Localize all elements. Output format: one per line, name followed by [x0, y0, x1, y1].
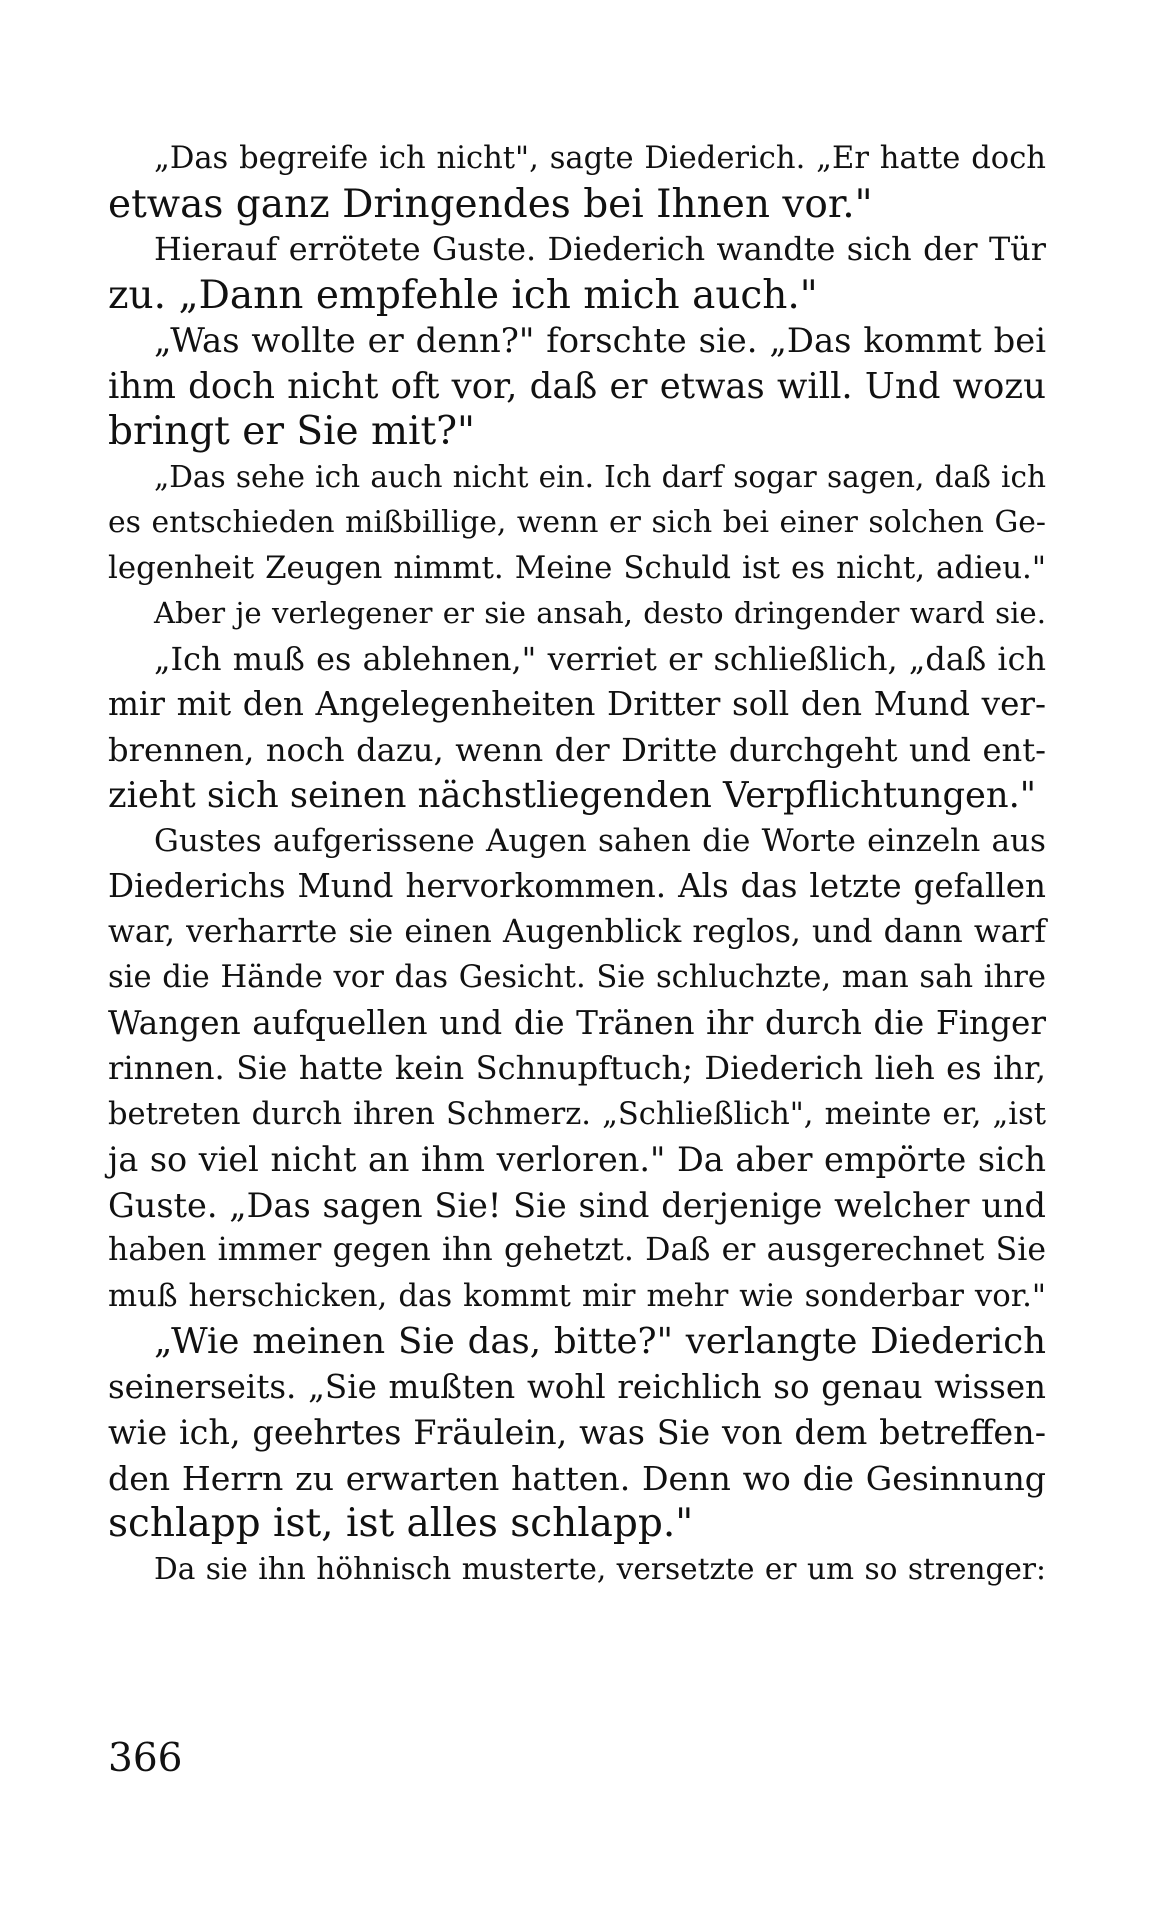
- text-line: bringt er Sie mit?": [108, 409, 475, 454]
- text-line: war, verharrte sie einen Augenblick reglos, und dann warf: [108, 913, 1046, 950]
- text-line: haben immer gegen ihn gehetzt. Daß er ausgerechnet Sie: [108, 1232, 1046, 1268]
- text-line: Gustes aufgerissene Augen sahen die Worte einzeln aus: [154, 822, 1046, 859]
- text-line: etwas ganz Dringendes bei Ihnen vor.": [108, 181, 873, 227]
- text-line: „Was wollte er denn?" forschte sie. „Das kommt bei: [154, 321, 1046, 360]
- text-line: brennen, noch dazu, wenn der Dritte durchgeht und ent-: [108, 730, 1046, 769]
- text-line: den Herrn zu erwarten hatten. Denn wo die Gesinnung: [108, 1458, 1046, 1498]
- text-line: „Das sehe ich auch nicht ein. Ich darf sogar sagen, daß ich: [154, 459, 1046, 494]
- text-line: Hierauf errötete Guste. Diederich wandte sich der Tür: [154, 230, 1046, 268]
- page-number: 366: [108, 1736, 183, 1781]
- text-line: muß herschicken, das kommt mir mehr wie sonderbar vor.": [108, 1277, 1046, 1314]
- text-line: „Das begreife ich nicht", sagte Diederich. „Er hatte doch: [154, 141, 1046, 176]
- body-text: [108, 136, 1046, 1592]
- text-line: „Ich muß es ablehnen," verriet er schließlich, „daß ich: [154, 639, 1046, 678]
- text-line: zieht sich seinen nächstliegenden Verpflichtungen.": [108, 775, 1037, 816]
- text-line: wie ich, geehrtes Fräulein, was Sie von dem betreffen-: [108, 1413, 1046, 1452]
- text-line: es entschieden mißbillige, wenn er sich bei einer solchen Ge-: [108, 505, 1046, 540]
- text-line: schlapp ist, ist alles schlapp.": [108, 1501, 694, 1546]
- text-line: Diederichs Mund hervorkommen. Als das letzte gefallen: [108, 867, 1046, 905]
- text-line: ja so viel nicht an ihm verloren." Da aber empörte sich: [108, 1140, 1046, 1179]
- text-line: sie die Hände vor das Gesicht. Sie schluchzte, man sah ihre: [108, 960, 1046, 995]
- text-line: ihm doch nicht oft vor, daß er etwas will. Und wozu: [108, 365, 1046, 407]
- text-line: rinnen. Sie hatte kein Schnupftuch; Diederich lieh es ihr,: [108, 1049, 1046, 1087]
- text-line: Guste. „Das sagen Sie! Sie sind derjenige welcher und: [108, 1185, 1046, 1225]
- text-line: zu. „Dann empfehle ich mich auch.": [108, 272, 818, 318]
- text-line: mir mit den Angelegenheiten Dritter soll den Mund ver-: [108, 685, 1046, 723]
- text-line: legenheit Zeugen nimmt. Meine Schuld ist es nicht, adieu.": [108, 549, 1046, 586]
- text-line: seinerseits. „Sie mußten wohl reichlich so genau wissen: [108, 1367, 1046, 1406]
- text-line: Aber je verlegener er sie ansah, desto dringender ward sie.: [154, 596, 1046, 630]
- text-line: betreten durch ihren Schmerz. „Schließlich", meinte er, „ist: [108, 1096, 1046, 1132]
- text-line: Wangen aufquellen und die Tränen ihr durch die Finger: [108, 1003, 1046, 1042]
- text-line: Da sie ihn höhnisch musterte, versetzte er um so strenger:: [154, 1551, 1046, 1586]
- text-line: „Wie meinen Sie das, bitte?" verlangte Diederich: [154, 1321, 1046, 1362]
